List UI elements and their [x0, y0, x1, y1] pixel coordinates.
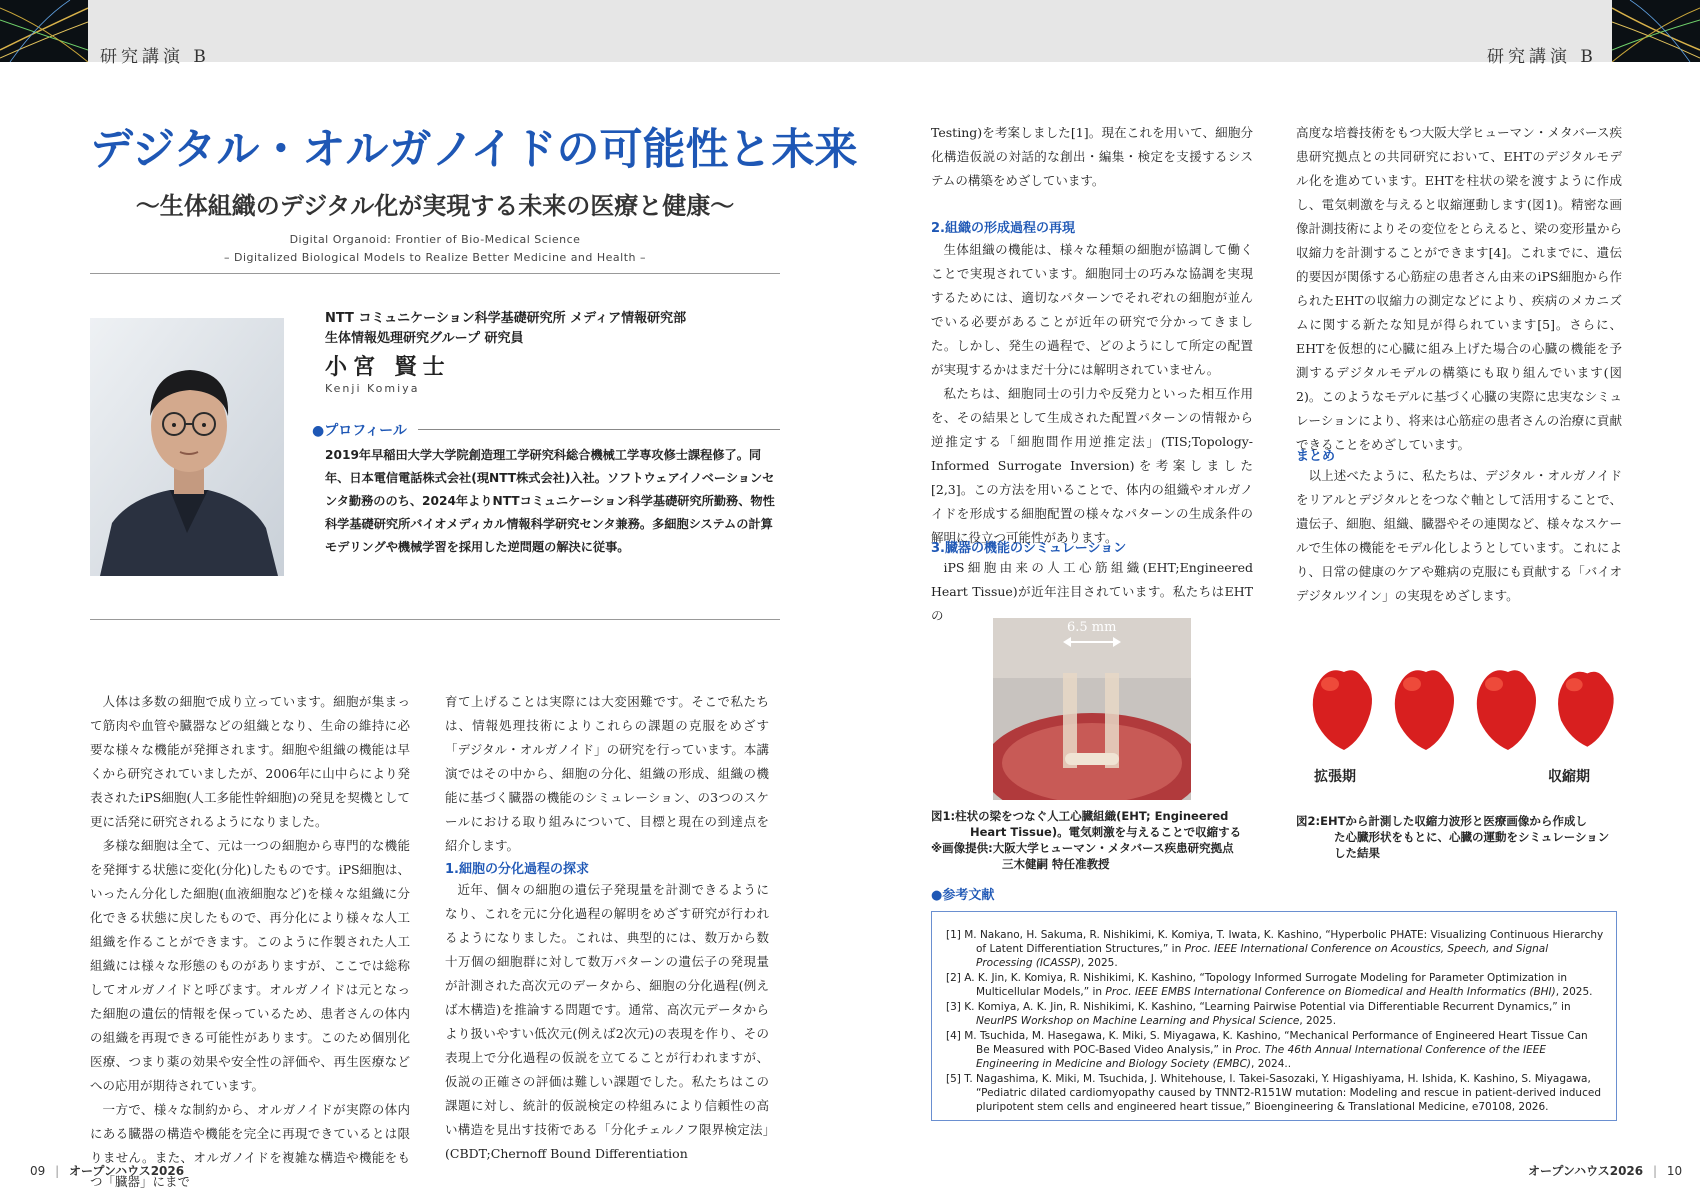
section-label-right: 研究講演 B [1487, 47, 1597, 67]
author-name-japanese: 小宮 賢士 [325, 355, 451, 380]
references-box [931, 911, 1617, 1121]
paragraph: 育て上げることは実際には大変困難です。そこで私たちは、情報処理技術によりこれらの課題の克服をめざす「デジタル・オルガノイド」の研究を行っています。本講演ではその中から、細胞の分化、組織の形成、組織の機能に基づく臓器の機能のシミュレーション、の3つのスケールにおける取り組みについて、目標と現在の到達点を紹介します。 [445, 694, 769, 853]
author-affiliation-2: 生体情報処理研究グループ 研究員 [325, 331, 524, 346]
article-subtitle-english: – Digitalized Biological Models to Realize Better Medicine and Health – [223, 251, 647, 264]
profile-heading-rule [418, 429, 780, 430]
reference-item: [4] M. Tsuchida, M. Hasegawa, K. Miki, S. Miyagawa, K. Kashino, “Mechanical Performance of Engineered Heart Tissue Can Be Measured with POC-Based Video Analysis,” in Proc. The 46th Annual International Conference of the IEEE Engineering in Medicine and Biology Society (EMBC), 2024.. [946, 1029, 1588, 1071]
title-divider [90, 273, 780, 274]
paragraph: Testing)を考案しました[1]。現在これを用いて、細胞分化構造仮説の対話的な創出・編集・検定を支援するシステムの構築をめざしています。 [931, 125, 1253, 188]
corner-decoration-right [1612, 0, 1700, 62]
paragraph: iPS細胞由来の人工心筋組織(EHT;Engineered Heart Tissue)が近年注目されています。私たちはEHTの [931, 560, 1253, 623]
footer-left [30, 1162, 184, 1179]
author-affiliation-1: NTT コミュニケーション科学基礎研究所 メディア情報研究部 [325, 311, 687, 326]
reference-item: [3] K. Komiya, A. K. Jin, R. Nishikimi, K. Kashino, “Learning Pairwise Potential via Differentiable Recurrent Dynamics,” in NeurIPS Workshop on Machine Learning and Physical Science, 2025. [946, 1001, 1571, 1028]
publication-name-left: オープンハウス2026 [68, 1164, 185, 1178]
author-name-english: Kenji Komiya [325, 382, 420, 395]
footer-right [1528, 1162, 1682, 1179]
reference-item: [2] A. K. Jin, K. Komiya, R. Nishikimi, K. Kashino, “Topology Informed Surrogate Modeling for Parameter Optimization in Multicellular Models,” in Proc. IEEE EMBS International Conference on Biomedical and Health Informatics (BHI), 2025. [946, 972, 1593, 999]
section-heading-1: 1.細胞の分化過程の探求 [445, 862, 589, 877]
section-label-left: 研究講演 B [100, 47, 210, 67]
paragraph: 高度な培養技術をもつ大阪大学ヒューマン・メタバース疾患研究拠点との共同研究において、EHTのデジタルモデル化を進めています。EHTを柱状の梁を渡すように作成し、電気刺激を与えると収縮運動します(図1)。精密な画像計測技術によりその変位をとらえると、梁の変形量から収縮力を計測することができます[4]。これまでに、遺伝的要因が関係する心筋症の患者さん由来のiPS細胞から作られたEHTの収縮力の測定などにより、疾病のメカニズムに関する新たな知見が得られています[5]。さらに、EHTを仮想的に心臓に組み上げた場合の心臓の機能を予測するデジタルモデルの構築にも取り組んでいます(図2)。このようなモデルに基づく心臓の実際に忠実なシミュレーションにより、将来は心筋症の患者さんの治療に貢献できることをめざしています。 [1296, 125, 1622, 452]
article-subtitle: 〜生体組織のデジタル化が実現する未来の医療と健康〜 [135, 192, 735, 220]
figure-1-credit-line-2: 三木健嗣 特任准教授 [1002, 857, 1110, 871]
figure-2-label-diastole: 拡張期 [1314, 769, 1356, 785]
reference-item: [1] M. Nakano, H. Sakuma, R. Nishikimi, K. Komiya, T. Iwata, K. Kashino, “Hyperbolic PHATE: Visualizing Continuous Hierarchy of Latent Differentiation Structures,” in Proc. IEEE International Conference on Acoustics, Speech, and Signal Processing (ICASSP), 2025. [946, 929, 1604, 970]
paragraph: 生体組織の機能は、様々な種類の細胞が協調して働くことで実現されています。細胞同士の巧みな協調を実現するためには、適切なパターンでそれぞれの細胞が並んでいる必要があることが近年の研究で分かってきました。しかし、発生の過程で、どのようにして所定の配置が実現するかはまだ十分には解明されていません。 [931, 242, 1253, 377]
heart-icon [1558, 672, 1614, 747]
body-column-2-cont [445, 878, 769, 1166]
article-title: デジタル・オルガノイドの可能性と未来 [90, 125, 858, 175]
paragraph: 人体は多数の細胞で成り立っています。細胞が集まって筋肉や血管や臓器などの組織となり、生命の維持に必要な様々な機能が発揮されます。細胞や組織の機能は早くから研究されていましたが、2006年に山中らにより発表されたiPS細胞(人工多能性幹細胞)の発見を契機として更に活発に研究されるようになりました。 [90, 694, 410, 829]
heart-icon [1313, 670, 1372, 750]
figure-1-photo [993, 618, 1191, 800]
footer-separator: | [55, 1164, 60, 1178]
section-heading-3: 3.臓器の機能のシミュレーション [931, 541, 1127, 556]
figure-1-caption-line-2: Heart Tissue)。電気刺激を与えることで収縮する [970, 825, 1242, 839]
paragraph: 以上述べたように、私たちは、デジタル・オルガノイドをリアルとデジタルとをつなぐ軸として活用することで、遺伝子、細胞、組織、臓器やその連関など、様々なスケールで生体の機能をモデル化しようとしています。これにより、日常の健康のケアや難病の克服にも貢献する「バイオデジタルツイン」の実現をめざします。 [1296, 468, 1622, 603]
body-column-4-summary [1296, 464, 1622, 608]
paragraph: 近年、個々の細胞の遺伝子発現量を計測できるようになり、これを元に分化過程の解明をめざす研究が行われるようになりました。これは、典型的には、数万から数十万個の細胞群に対して数万パターンの遺伝子の発現量が計測された高次元のデータから、細胞の分化過程(例えば木構造)を推論する問題です。通常、高次元データからより扱いやすい低次元(例えば2次元)の表現を作り、その表現上で分化過程の仮説を立てることが行われますが、仮説の正確さの評価は難しい課題でした。私たちはこの課題に対し、統計的仮説検定の枠組みにより信頼性の高い構造を見出す技術である「分化チェルノフ限界検定法」(CBDT;Chernoff Bound Differentiation [445, 882, 769, 1161]
profile-heading: ●プロフィール [312, 423, 407, 439]
corner-decoration-left [0, 0, 88, 62]
paragraph: 私たちは、細胞同士の引力や反発力といった相互作用を、その結果として生成された配置パターンの情報から逆推定する「細胞間作用逆推定法」(TIS;Topology-Informed Surrogate Inversion)を考案しました[2,3]。この方法を用いることで、体内の組織やオルガノイドを形成する細胞配置の様々なパターンの生成条件の解明に役立つ可能性があります。 [931, 386, 1253, 545]
publication-name-right: オープンハウス2026 [1528, 1164, 1644, 1178]
body-column-2 [445, 690, 769, 858]
page-number-right: 10 [1666, 1164, 1683, 1178]
reference-item: [5] T. Nagashima, K. Miki, M. Tsuchida, J. Whitehouse, I. Takei-Sasozaki, Y. Higashiyama, H. Ishida, K. Kashino, S. Miyagawa, “Pediatric dilated cardiomyopathy caused by TNNT2-R151W mutation: Modeling and rescue in patient-derived induced pluripotent stem cells and engineered heart tissue,” Bioengineering & Translational Medicine, e70108, 2026. [946, 1073, 1601, 1114]
references-heading: ●参考文献 [931, 888, 995, 903]
figure-2-caption-line-2: た心臓形状をもとに、心臓の運動をシミュレーション [1334, 830, 1610, 844]
paragraph: 一方で、様々な制約から、オルガノイドが実際の体内にある臓器の構造や機能を完全に再現できているとは限りません。また、オルガノイドを複雑な構造や機能をもつ「臓器」にまで [90, 1102, 410, 1189]
figure-2-caption-line-1: 図2:EHTから計測した収縮力波形と医療画像から作成し [1296, 814, 1587, 828]
heart-icon [1477, 670, 1536, 750]
figure-2-label-systole: 収縮期 [1548, 769, 1590, 785]
author-photo [90, 318, 284, 576]
figure-2-caption-line-3: した結果 [1334, 846, 1380, 860]
footer-separator: | [1652, 1164, 1657, 1178]
section-heading-2: 2.組織の形成過程の再現 [931, 221, 1075, 236]
section-heading-summary: まとめ [1296, 449, 1336, 464]
body-column-1 [90, 690, 410, 1194]
body-column-3-sec2 [931, 238, 1253, 550]
body-column-3 [931, 121, 1253, 193]
figure-1-caption-line-1: 図1:柱状の梁をつなぐ人工心臓組織(EHT; Engineered [931, 809, 1229, 823]
page-number-left: 09 [30, 1164, 46, 1178]
article-title-english: Digital Organoid: Frontier of Bio-Medical Science [289, 233, 581, 246]
profile-text: 2019年早稲田大学大学院創造理工学研究科総合機械工学専攻修士課程修了。同年、日本電信電話株式会社(現NTT株式会社)入社。ソフトウェアイノベーションセンタ勤務ののち、2024年よりNTTコミュニケーション科学基礎研究所勤務、物性科学基礎研究所バイオメディカル情報科学研究センタ兼務。多細胞システムの計算モデリングや機械学習を採用した逆問題の解決に従事。 [325, 448, 775, 554]
figure-1-scale-label: 6.5 mm [1067, 620, 1117, 635]
figure-1-credit-line-1: ※画像提供:大阪大学ヒューマン・メタバース疾患研究拠点 [931, 841, 1234, 855]
figure-2-heart-simulation [1300, 662, 1630, 762]
paragraph: 多様な細胞は全て、元は一つの細胞から専門的な機能を発揮する状態に変化(分化)したものです。iPS細胞は、いったん分化した細胞(血液細胞など)を様々な組織に分化できる状態に戻したもので、再分化により様々な人工組織を作ることができます。このように作製された人工組織には様々な形態のものがありますが、ここでは総称してオルガノイドと呼びます。オルガノイドは元となった細胞の遺伝的情報を保っているため、患者さんの体内の組織を再現できる可能性があります。このため個別化医療、つまり薬の効果や安全性の評価や、再生医療などへの応用が期待されています。 [90, 838, 410, 1093]
heart-icon [1395, 670, 1454, 750]
author-divider [90, 619, 780, 620]
body-column-4 [1296, 121, 1622, 457]
